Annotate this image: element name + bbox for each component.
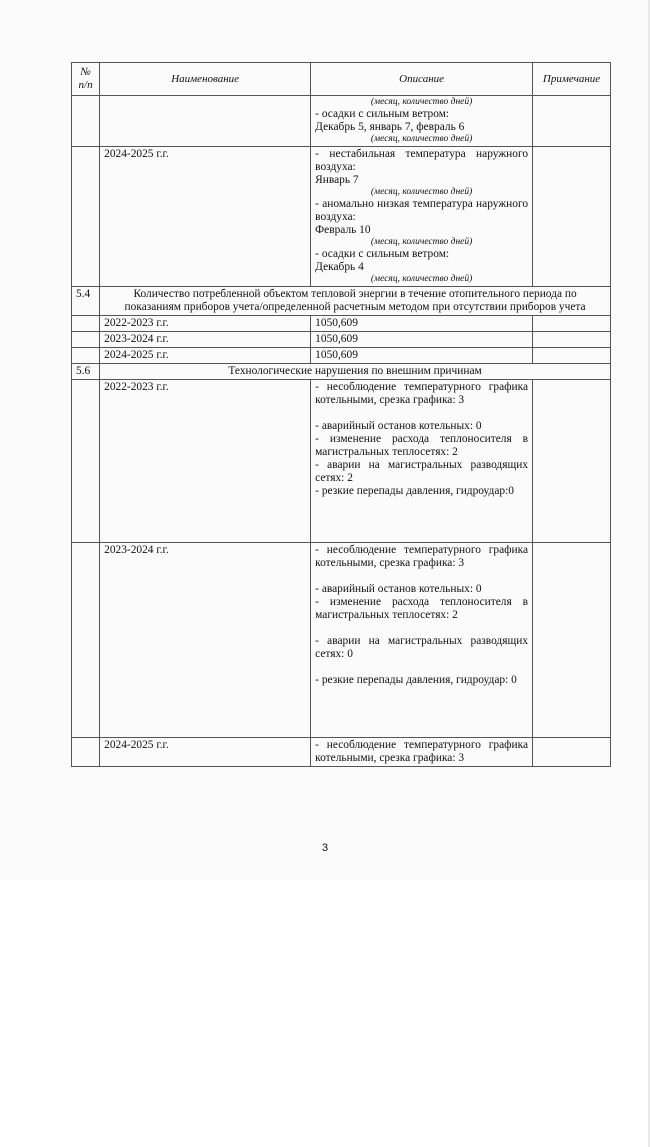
table-row <box>72 332 611 348</box>
section-title: Количество потребленной объектом тепловой энергии в течение отопительного периода по показаниям приборов учета/определенной расчетным методом при отсутствии приборов учета <box>100 287 611 316</box>
period-cell: 2023-2024 г.г. <box>100 332 311 348</box>
section-number: 5.6 <box>72 364 100 380</box>
description-cell: - несоблюдение температурного графика котельными, срезка графика: 3 <box>311 738 533 767</box>
table-row <box>72 316 611 332</box>
section-row <box>72 287 611 316</box>
period-cell: 2024-2025 г.г. <box>100 147 311 287</box>
table-header-row <box>72 63 611 96</box>
table-row <box>72 147 611 287</box>
period-cell: 2022-2023 г.г. <box>100 380 311 543</box>
value-cell: 1050,609 <box>311 316 533 332</box>
section-number: 5.4 <box>72 287 100 316</box>
table-row <box>72 543 611 738</box>
section-row <box>72 364 611 380</box>
table-row <box>72 380 611 543</box>
header-note: Примечание <box>533 63 611 96</box>
description-cell: - несоблюдение температурного графика котельными, срезка графика: 3 - аварийный останов котельных: 0 - изменение расхода теплоносителя в магистральных теплосетях: 2 - аварии на магистральных разводящих сетях: 2 - резкие перепады давления, гидроудар:0 <box>311 380 533 543</box>
page-number: 3 <box>321 842 329 854</box>
header-num: № п/п <box>72 63 100 96</box>
period-cell: 2022-2023 г.г. <box>100 316 311 332</box>
description-cell: - несоблюдение температурного графика котельными, срезка графика: 3 - аварийный останов котельных: 0 - изменение расхода теплоносителя в магистральных теплосетях: 2 - аварии на магистральных разводящих сетях: 0 - резкие перепады давления, гидроудар: 0 <box>311 543 533 738</box>
table-row <box>72 348 611 364</box>
header-desc: Описание <box>311 63 533 96</box>
value-cell: 1050,609 <box>311 332 533 348</box>
data-table <box>71 62 611 767</box>
section-title: Технологические нарушения по внешним причинам <box>100 364 611 380</box>
period-cell: 2023-2024 г.г. <box>100 543 311 738</box>
table-row <box>72 96 611 147</box>
table-row <box>72 738 611 767</box>
description-cell: (месяц, количество дней) - осадки с сильным ветром: Декабрь 5, январь 7, февраль 6 (месяц, количество дней) <box>311 96 533 147</box>
period-cell: 2024-2025 г.г. <box>100 738 311 767</box>
header-name: Наименование <box>100 63 311 96</box>
description-cell: - нестабильная температура наружного воздуха: Январь 7 (месяц, количество дней) - аномально низкая температура наружного воздуха: Февраль 10 (месяц, количество дней) - осадки с сильным ветром: Декабрь 4 (месяц, количество дней) <box>311 147 533 287</box>
value-cell: 1050,609 <box>311 348 533 364</box>
period-cell: 2024-2025 г.г. <box>100 348 311 364</box>
